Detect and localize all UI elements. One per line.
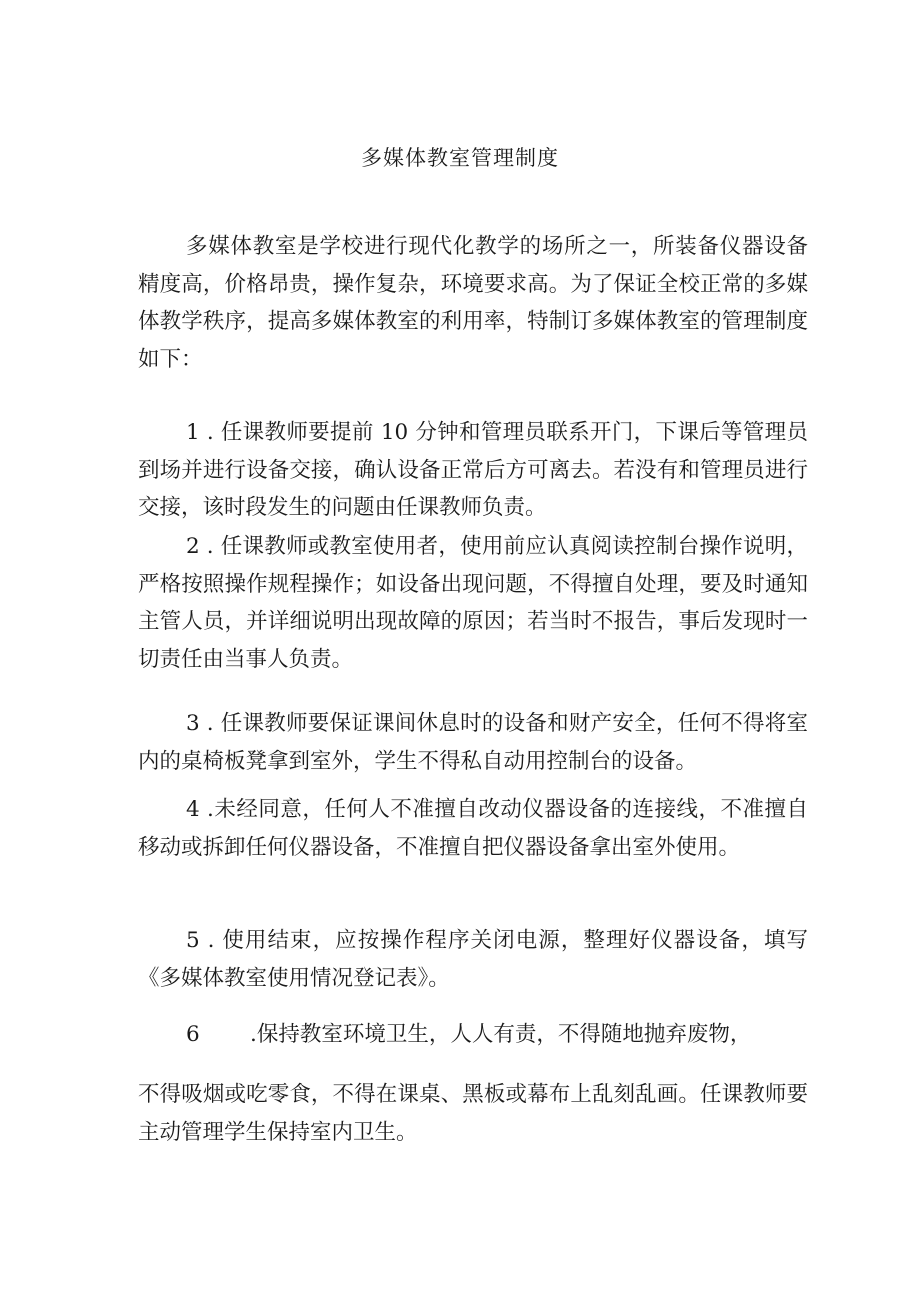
rule-item-2: 2 . 任课教师或教室使用者，使用前应认真阅读控制台操作说明，严格按照操作规程操作；如设备出现问题，不得擅自处理，要及时通知主管人员，并详细说明出现故障的原因；若当时不报告，事后发现时一切责任由当事人负责。 — [138, 534, 808, 672]
rule-item-3: 3 . 任课教师要保证课间休息时的设备和财产安全，任何不得将室内的桌椅板凳拿到室外，学生不得私自动用控制台的设备。 — [138, 711, 808, 774]
intro-paragraph: 多媒体教室是学校进行现代化教学的场所之一，所装备仪器设备精度高，价格昂贵，操作复杂，环境要求高。为了保证全校正常的多媒体教学秩序，提高多媒体教室的利用率，特制订多媒体教室的管理制度如下： — [138, 234, 808, 372]
rule-item-6-line1-text: .保持教室环境卫生，人人有责，不得随地抛弃废物， — [250, 1022, 752, 1047]
rule-item-6-first-line — [138, 1016, 808, 1054]
rule-item-1: 1 . 任课教师要提前 10 分钟和管理员联系开门，下课后等管理员到场并进行设备交接，确认设备正常后方可离去。若没有和管理员进行交接，该时段发生的问题由任课教师负责。 — [138, 420, 808, 520]
document-title: 多媒体教室管理制度 — [361, 146, 559, 170]
rule-item-6-number: 6 — [186, 1022, 200, 1047]
rule-item-4: 4 .未经同意，任何人不准擅自改动仪器设备的连接线，不准擅自移动或拆卸任何仪器设备，不准擅自把仪器设备拿出室外使用。 — [138, 797, 808, 860]
rule-item-6-continuation: 不得吸烟或吃零食，不得在课桌、黑板或幕布上乱刻乱画。任课教师要主动管理学生保持室内卫生。 — [138, 1082, 808, 1145]
rule-item-5: 5 . 使用结束，应按操作程序关闭电源，整理好仪器设备，填写《多媒体教室使用情况登记表》。 — [138, 928, 808, 991]
